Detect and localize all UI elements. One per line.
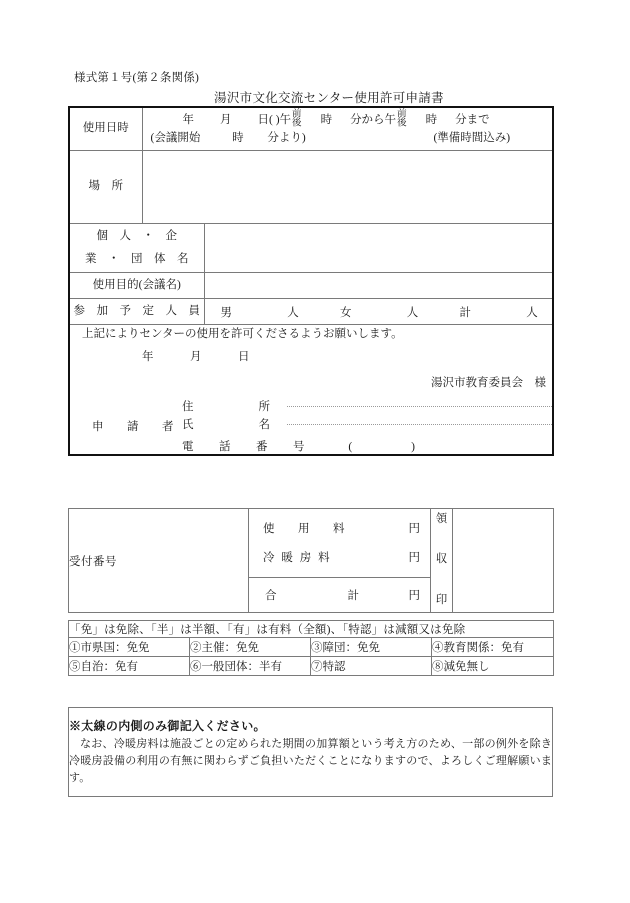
request-block [69, 325, 553, 456]
ampm-end-am: 前 [397, 109, 407, 120]
table-row-purpose [69, 273, 553, 299]
datetime-label: 使用日時 [69, 107, 142, 151]
organization-value[interactable] [204, 224, 553, 273]
request-sentence: 上記によりセンターの使用を許可くださるようお願いします。 [82, 328, 403, 341]
datetime-start-minute: 分から午 [350, 113, 397, 126]
receipt-table [68, 508, 554, 613]
notes-body: なお、冷暖房料は施設ごとの定められた期間の加算額という考え方のため、一部の例外を除き冷暖房設備の利用の有無に関わらずご負担いただくことになりますので、よろしくご理解願います。 [69, 737, 552, 785]
ampm-start-pm: 後 [292, 118, 302, 129]
receipt-row-top [69, 509, 554, 578]
fee-total-unit: 円 [408, 589, 420, 602]
datetime-end-hour: 時 [425, 113, 438, 126]
notes-heading: ※太線の内側のみ御記入ください。 [69, 718, 266, 733]
organization-label [69, 224, 204, 273]
category-item-1[interactable]: ①市県国：免免 [69, 638, 190, 657]
ampm-end-pm: 後 [397, 118, 407, 129]
table-row-place [69, 151, 553, 224]
attendees-value-cell[interactable] [204, 299, 553, 325]
applicant-name-row[interactable] [182, 416, 552, 434]
category-item-6[interactable]: ⑥一般団体：半有 [190, 657, 311, 676]
datetime-year: 年 [182, 113, 194, 126]
ampm-stack-start [292, 111, 302, 130]
category-item-2[interactable]: ②主催：免免 [190, 638, 311, 657]
category-row-2 [69, 657, 554, 676]
receipt-seal-cell [431, 509, 453, 613]
seal-char-2: 収 [435, 553, 448, 566]
fee-cell-usage[interactable] [249, 509, 431, 578]
applicant-tel-row[interactable] [182, 438, 552, 454]
request-date-line[interactable]: 年 月 日 [142, 351, 250, 364]
applicant-address-input[interactable] [280, 406, 552, 407]
ampm-start-am: 前 [292, 109, 302, 120]
datetime-value-cell[interactable] [142, 107, 553, 151]
applicant-address-row[interactable] [182, 398, 552, 416]
attendees-male-label: 男 [220, 306, 233, 319]
applicant-label: 申 請 者 [92, 421, 180, 434]
fee-cell-total[interactable] [249, 577, 431, 612]
fee-total-label: 合 計 [265, 589, 375, 602]
fee-row-usage [249, 514, 430, 543]
organization-label-line2: 業 ・ 団 体 名 [85, 253, 189, 266]
legend-note-row [69, 621, 554, 638]
exemption-legend-table [68, 620, 554, 676]
attendees-total-label: 計 [459, 306, 472, 319]
seal-char-3: 印 [435, 593, 448, 606]
fee-row-total [249, 580, 430, 609]
datetime-day: 日( )午 [257, 113, 292, 126]
meeting-start-minute: 分より) [267, 131, 306, 144]
category-item-5[interactable]: ⑤自治：免有 [69, 657, 190, 676]
ampm-stack-end [397, 111, 407, 130]
purpose-value[interactable] [204, 273, 553, 299]
receipt-number-cell[interactable] [69, 509, 249, 613]
applicant-tel-input[interactable]: ( ) [348, 441, 443, 454]
document-title: 湯沢市文化交流センター使用許可申請書 [214, 91, 444, 105]
form-number: 様式第１号(第２条関係) [74, 72, 200, 84]
fee-hvac-label: 冷 暖 房 料 [263, 552, 332, 565]
category-row-1 [69, 638, 554, 657]
applicant-name-input[interactable] [280, 424, 552, 425]
meeting-start-label: (会議開始 [150, 131, 201, 144]
fee-usage-unit: 円 [408, 523, 420, 536]
table-row-datetime [69, 107, 553, 151]
applicant-section [70, 398, 552, 454]
table-row-organization [69, 224, 553, 273]
receipt-stamp-area[interactable] [453, 509, 554, 613]
prep-time-note: (準備時間込み) [433, 131, 511, 144]
purpose-label: 使用目的(会議名) [69, 273, 204, 299]
seal-char-1: 領 [435, 513, 448, 525]
attendees-total-unit: 人 [526, 306, 539, 319]
category-item-4[interactable]: ④教育関係：免有 [432, 638, 554, 657]
exemption-note: 「免」は免除、「半」は半額、「有」は有料（全額)、「特認」は減額又は免除 [69, 621, 554, 638]
category-item-7[interactable]: ⑦特認 [311, 657, 432, 676]
datetime-month: 月 [220, 113, 232, 126]
category-item-3[interactable]: ③障団：免免 [311, 638, 432, 657]
notes-row [69, 708, 553, 797]
datetime-end-minute: 分まで [455, 113, 490, 126]
place-label: 場 所 [69, 151, 142, 224]
meeting-start-hour: 時 [232, 131, 244, 144]
table-row-request [69, 325, 553, 456]
fee-usage-label: 使 用 料 [263, 523, 351, 536]
notes-table [68, 707, 553, 797]
datetime-start-hour: 時 [320, 113, 333, 126]
applicant-name-key: 氏 名 [182, 416, 286, 432]
receipt-number-label: 受付番号 [69, 555, 117, 568]
table-row-attendees [69, 299, 553, 325]
place-value[interactable] [142, 151, 553, 224]
attendees-label: 参 加 予 定 人 員 [69, 299, 204, 325]
applicant-address-key: 住 所 [182, 398, 286, 414]
main-form-table [68, 106, 554, 456]
category-item-8[interactable]: ⑧減免無し [432, 657, 554, 676]
fee-row-hvac [249, 543, 430, 572]
request-addressee: 湯沢市教育委員会 様 [431, 377, 547, 390]
notes-cell [69, 708, 553, 797]
attendees-male-unit: 人 [287, 306, 300, 319]
attendees-female-unit: 人 [406, 306, 419, 319]
applicant-tel-key: 電 話 番 号 [182, 441, 312, 454]
fee-hvac-unit: 円 [408, 552, 420, 565]
attendees-female-label: 女 [340, 306, 352, 319]
organization-label-line1: 個 人 ・ 企 [96, 229, 177, 242]
